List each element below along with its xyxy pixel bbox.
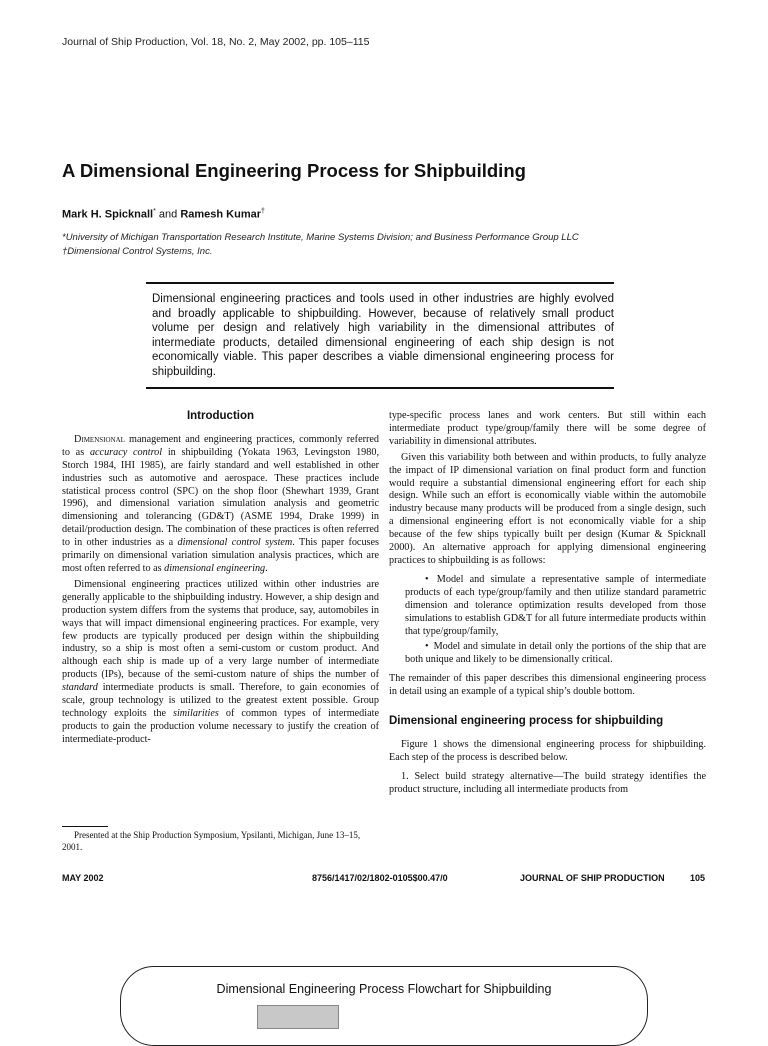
author-name: Ramesh Kumar: [180, 208, 262, 221]
page-number: 105: [690, 873, 706, 883]
emphasis: similarities: [173, 707, 219, 719]
flowchart-frame: [120, 966, 648, 1046]
text-run: .: [265, 562, 268, 574]
paragraph: Figure 1 shows the dimensional engineering process for shipbuilding. Each step of the process is described below.: [389, 738, 706, 763]
affiliation-mark: *: [153, 208, 156, 215]
footnote: Presented at the Ship Production Symposium, Ypsilanti, Michigan, June 13–15, 2001.: [62, 830, 361, 852]
paragraph: Given this variability both between and within products, to fully analyze the impact of IP dimensional variation on final product form and function would require a substantial dimensional engineering effort for each ship design. While such an effort is economically viable within the automobile industry because many products will be produced from a single design, such a dimensional engineering effort is not economically viable for a ship because of the few ships typically built per design (Kumar & Spicknall 2000). An alternative approach for applying dimensional engineering practices to shipbuilding is as follows:: [389, 451, 706, 566]
lead-word: Dimensional: [74, 433, 125, 445]
paper-title: A Dimensional Engineering Process for Shipbuilding: [62, 160, 526, 181]
bullet-icon: •: [425, 641, 429, 653]
footer-journal: JOURNAL OF SHIP PRODUCTION: [520, 873, 665, 883]
affiliation-mark: †: [261, 208, 265, 215]
bullet-item: [389, 574, 706, 639]
page-gap: [0, 905, 768, 951]
flowchart-title: Dimensional Engineering Process Flowchart for Shipbuilding: [216, 982, 552, 996]
bullet-text: Model and simulate a representative sample of intermediate products of each type/group/family and then utilize standard parametric dimension and tolerance optimization results developed from those simulations to establish GD&T for all future intermediate products within that type/group/family,: [405, 573, 707, 637]
flowchart-box: [257, 1005, 339, 1029]
text-run: intermediate products is small. Therefore, to gain economies of scale, group technology is utilized to the greatest extent possible. Group technology exploits the: [62, 682, 379, 719]
abstract: Dimensional engineering practices and tools used in other industries are highly evolved and broadly applicable to shipbuilding. However, because of relatively small product volume per design and relatively high variability in the dimensional attributes of intermediate products, detailed dimensional engineering of each ship design is not economically viable. This paper describes a viable dimensional engineering process for shipbuilding.: [146, 282, 614, 389]
text-run: of common types of intermediate products to gain the production volume necessary to justify the creation of intermediate-product-: [62, 707, 379, 745]
section-heading: Dimensional engineering process for shipbuilding: [389, 715, 664, 728]
paragraph: The remainder of this paper describes this dimensional engineering process in detail using an example of a typical ship’s double bottom.: [389, 673, 706, 698]
footer-code: 8756/1417/02/1802-0105$00.47/0: [312, 873, 448, 883]
emphasis: standard: [62, 682, 98, 694]
section-heading: Introduction: [186, 410, 255, 422]
text-run: . This paper focuses primarily on dimensional variation simulation analysis practices, which are most often referred to as: [62, 537, 380, 574]
author-name: Mark H. Spicknall: [62, 208, 154, 221]
emphasis: dimensional engineering: [164, 562, 266, 574]
bullet-text: Model and simulate in detail only the portions of the ship that are both unique and likely to be dimensionally critical.: [405, 641, 706, 666]
bullet-icon: •: [425, 573, 429, 585]
paragraph: 1. Select build strategy alternative—The build strategy identifies the product structure, including all intermediate products from: [389, 770, 706, 795]
right-column: [389, 410, 706, 800]
left-column: [62, 410, 379, 750]
emphasis: accuracy control: [89, 446, 163, 458]
text-run: Dimensional engineering practices utilized within other industries are generally applicable to the shipbuilding industry. However, a ship design and production system differs from the systems that produce, say, automobiles in ways that will impact dimensional engineering practices. For example, very few products are typically produced per design within the shipbuilding industry, so a ship is most often a semi-custom or custom product. And although each ship is made up of a very large number of intermediate products (IPs), because of the semi-custom nature of ships the number of: [62, 578, 379, 681]
bullet-item: [389, 641, 706, 667]
affiliation: †Dimensional Control Systems, Inc.: [62, 246, 213, 257]
text-run: management and engineering practices, commonly referred to as: [62, 433, 379, 458]
paragraph: type-specific process lanes and work centers. But still within each intermediate product type/group/family there will be some degree of variability in dimensional attributes.: [389, 410, 706, 447]
affiliation: *University of Michigan Transportation Research Institute, Marine Systems Division; and Business Performance Group LLC: [62, 232, 579, 243]
author-conjunction: and: [158, 208, 178, 221]
journal-citation: Journal of Ship Production, Vol. 18, No. 2, May 2002, pp. 105–115: [62, 36, 370, 48]
emphasis: dimensional control system: [177, 537, 293, 549]
footer-date: MAY 2002: [62, 873, 104, 883]
paragraph: [62, 434, 379, 576]
paragraph: [62, 579, 379, 747]
footnote-rule: [62, 826, 108, 827]
text-run: in shipbuilding (Yokata 1963, Levingston 1980, Storch 1984, IHI 1985), are fairly standard and well established in other industries such as automotive and aerospace. These practices include statistical process control (SPC) on the shop floor (Shewhart 1939, Grant 1996), and dimensional variation simulation analysis and geometric dimensioning and tolerancing (GD&T) (ASME 1994, Drake 1999) in detail/production design. The combination of these practices is often referred to in other industries as a: [62, 446, 379, 549]
author-line: [62, 208, 265, 221]
